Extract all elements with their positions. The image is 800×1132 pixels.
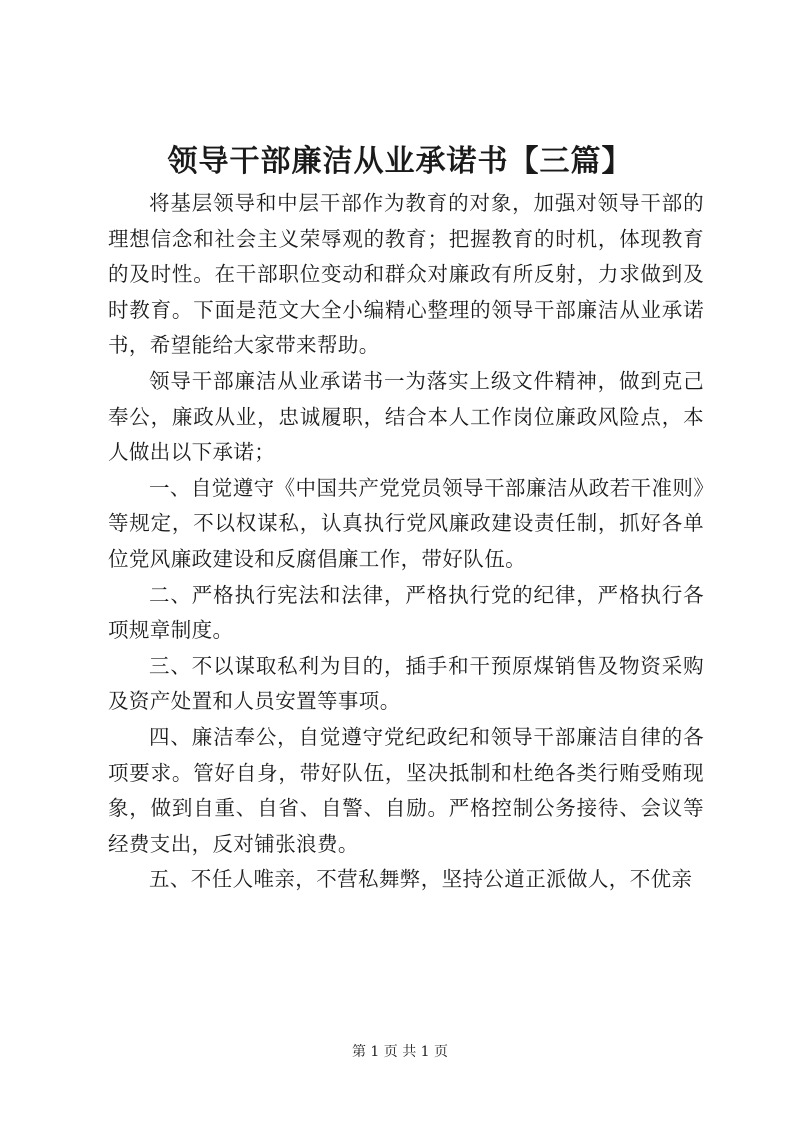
paragraph-item-4: 四、廉洁奉公，自觉遵守党纪政纪和领导干部廉洁自律的各项要求。管好自身，带好队伍，坚决抵制和杜绝各类行贿受贿现象，做到自重、自省、自警、自励。严格控制公务接待、会议等经费支出，反对铺张浪费。 (108, 724, 704, 856)
paragraph-item-5: 五、不任人唯亲，不营私舞弊，坚持公道正派做人，不优亲 (149, 867, 693, 892)
document-body (108, 186, 704, 898)
paragraph-pledge-intro: 领导干部廉洁从业承诺书一为落实上级文件精神，做到克己奉公，廉政从业，忠诚履职，结合本人工作岗位廉政风险点，本人做出以下承诺； (108, 368, 704, 465)
paragraph-item-2: 二、严格执行宪法和法律，严格执行党的纪律，严格执行各项规章制度。 (108, 582, 704, 643)
document-title: 领导干部廉洁从业承诺书【三篇】 (167, 144, 633, 179)
paragraph-item-1: 一、自觉遵守《中国共产党党员领导干部廉洁从政若干准则》等规定，不以权谋私，认真执行党风廉政建设责任制，抓好各单位党风廉政建设和反腐倡廉工作，带好队伍。 (108, 475, 704, 571)
page-footer: 第 1 页 共 1 页 (351, 1044, 449, 1060)
paragraph-item-3: 三、不以谋取私利为目的，插手和干预原煤销售及物资采购及资产处置和人员安置等事项。 (108, 653, 704, 714)
paragraph-intro: 将基层领导和中层干部作为教育的对象，加强对领导干部的理想信念和社会主义荣辱观的教育；把握教育的时机，体现教育的及时性。在干部职位变动和群众对廉政有所反射，力求做到及时教育。下面是范文大全小编精心整理的领导干部廉洁从业承诺书，希望能给大家带来帮助。 (108, 191, 704, 358)
